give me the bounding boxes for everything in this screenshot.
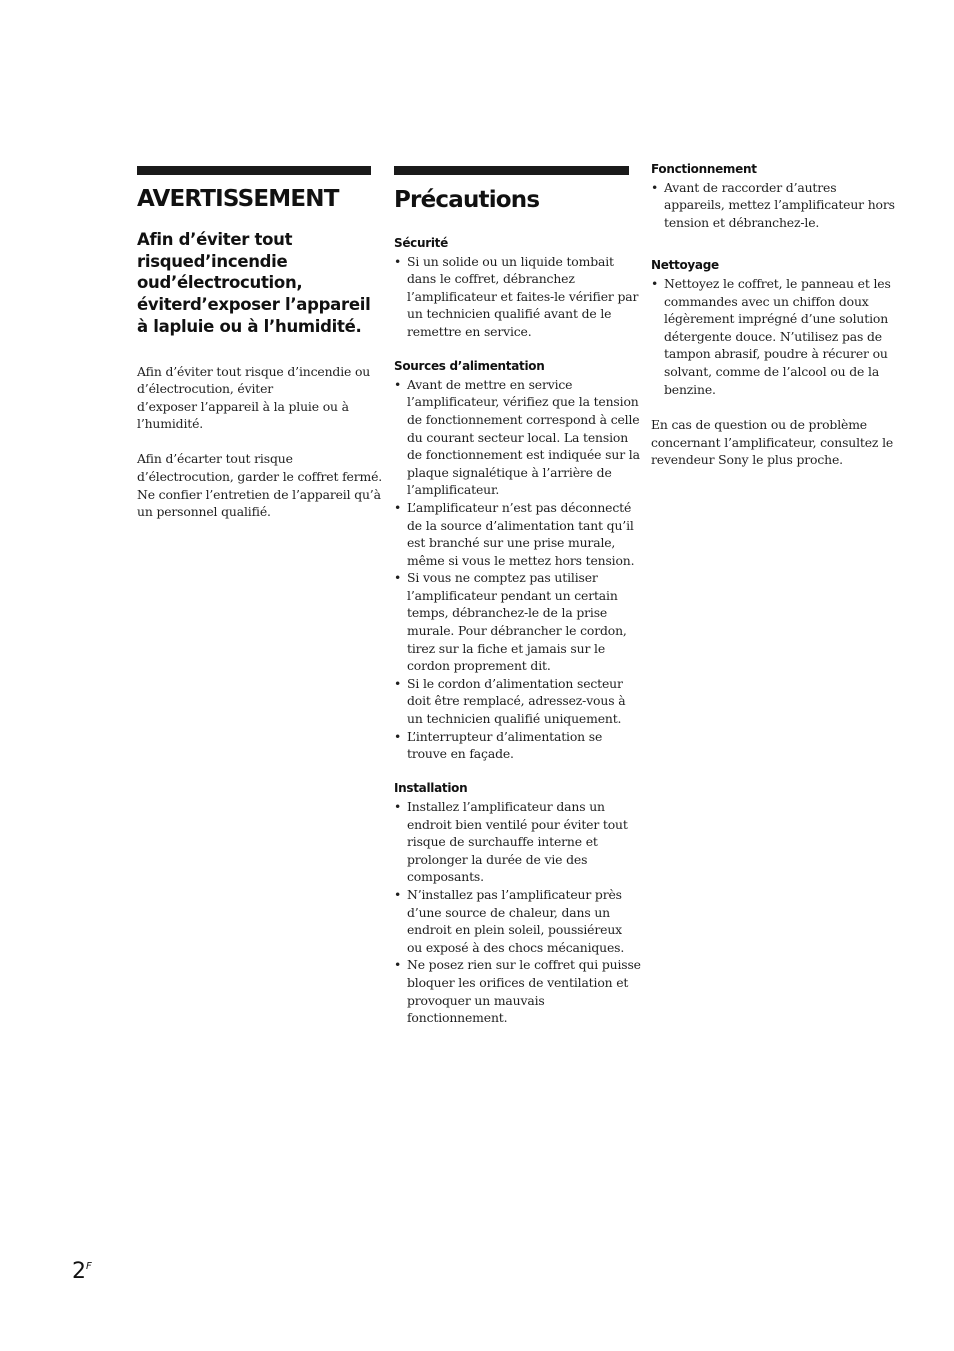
section-rule (394, 166, 629, 175)
list-item (394, 376, 640, 499)
list-item-line: solvant, comme de l’alcool ou de la (664, 363, 880, 379)
list-item-line: L’interrupteur d’alimentation se (407, 728, 603, 744)
list-item-line: L’amplificateur n’est pas déconnecté (407, 499, 632, 515)
sources-list (394, 376, 640, 763)
sources-heading: Sources d’alimentation (394, 359, 545, 374)
list-item-line: N’installez pas l’amplificateur près (407, 886, 622, 902)
text-line: Afin d’éviter tout risque (137, 230, 293, 271)
list-item-line: remettre en service. (407, 323, 532, 339)
text-line: d’électrocution, garder le coffret fermé. (137, 469, 383, 485)
avertissement-column (137, 166, 383, 521)
avertissement-title: AVERTISSEMENT (137, 186, 339, 212)
text-line: concernant l’amplificateur, consultez le (651, 434, 894, 450)
list-item-line: de la source d’alimentation tant qu’il (407, 517, 634, 533)
list-item-line: d’une source de chaleur, dans un (407, 904, 611, 920)
text-line: Afin d’écarter tout risque (137, 451, 293, 467)
list-item-line: détergente douce. N’utilisez pas de (664, 328, 882, 344)
list-item-line: cordon proprement dit. (407, 658, 551, 674)
list-item-line: Si un solide ou un liquide tombait (407, 253, 614, 269)
text-line: un personnel qualifié. (137, 504, 271, 520)
avertissement-paragraph-2 (137, 450, 383, 520)
bullet-icon: • (394, 799, 402, 814)
bullet-icon: • (394, 499, 402, 515)
list-item-line: l’amplificateur, vérifiez que la tension (407, 394, 639, 410)
list-item-line: tampon abrasif, poudre à récurer ou (664, 346, 888, 362)
closing-paragraph (651, 416, 894, 469)
bullet-icon: • (394, 886, 402, 902)
list-item-line: risque de surchauffe interne et (407, 834, 598, 850)
list-item-line: commandes avec un chiffon doux (664, 293, 869, 309)
list-item-line: un technicien qualifié avant de le (407, 306, 612, 322)
list-item (394, 499, 635, 569)
list-item-line: dans le coffret, débranchez (407, 271, 575, 287)
text-line: d’exposer l’appareil à la pluie ou à (137, 398, 349, 414)
list-item (394, 675, 629, 728)
nettoyage-list (651, 275, 891, 398)
list-item-line: prolonger la durée de vie des (407, 851, 588, 867)
list-item-line: murale. Pour débrancher le cordon, (407, 623, 627, 639)
list-item (394, 886, 629, 956)
list-item (394, 253, 639, 341)
list-item-line: Ne posez rien sur le coffret qui puisse (407, 957, 641, 973)
list-item (394, 956, 641, 1026)
precautions-column (394, 166, 641, 1027)
list-item (651, 275, 891, 398)
list-item-line: de fonctionnement est indiquée sur la (407, 447, 640, 463)
list-item-line: trouve en façade. (407, 746, 514, 762)
list-item-line: provoquer un mauvais (407, 992, 545, 1008)
list-item-line: de fonctionnement correspond à celle (407, 411, 640, 427)
list-item (651, 179, 895, 232)
maintenance-column (651, 161, 895, 469)
securite-list (394, 253, 639, 341)
list-item-line: tirez sur la fiche et jamais sur le (407, 640, 606, 656)
list-item-line: du courant secteur local. La tension (407, 429, 629, 445)
list-item-line: Avant de mettre en service (407, 376, 573, 392)
text-line: Afin d’éviter tout risque d’incendie ou (137, 363, 371, 379)
list-item-line: plaque signalétique à l’arrière de (407, 464, 612, 480)
avertissement-subtitle (137, 229, 371, 338)
list-item-line: même si vous le mettez hors tension. (407, 552, 635, 568)
text-line: l’humidité. (137, 416, 204, 432)
bullet-icon: • (394, 675, 402, 691)
bullet-icon: • (394, 376, 402, 392)
text-line: d’exposer l’appareil à la (137, 295, 371, 336)
list-item-line: composants. (407, 869, 484, 885)
precautions-title: Précautions (394, 187, 540, 213)
list-item-line: l’amplificateur et faites-le vérifier par (407, 288, 639, 304)
text-line: d’électrocution, éviter (137, 381, 274, 397)
list-item-line: doit être remplacé, adressez-vous à (407, 693, 626, 709)
avertissement-paragraph-1 (137, 363, 371, 433)
list-item-line: fonctionnement. (407, 1010, 508, 1026)
nettoyage-heading: Nettoyage (651, 258, 719, 273)
bullet-icon: • (651, 275, 659, 291)
list-item-line: Installez l’amplificateur dans un (407, 799, 605, 814)
text-line: d’électrocution, éviter (137, 273, 303, 315)
fonctionnement-heading: Fonctionnement (651, 162, 757, 176)
list-item-line: Avant de raccorder d’autres (664, 179, 837, 195)
list-item-line: ou exposé à des chocs mécaniques. (407, 939, 625, 955)
list-item-line: l’amplificateur. (407, 482, 500, 498)
list-item-line: Si le cordon d’alimentation secteur (407, 675, 623, 691)
bullet-icon: • (394, 957, 402, 973)
list-item-line: bloquer les orifices de ventilation et (407, 974, 629, 990)
bullet-icon: • (394, 253, 402, 269)
text-line: En cas de question ou de problème (651, 417, 867, 433)
installation-heading: Installation (394, 781, 468, 796)
page-number-suffix: F (86, 1261, 92, 1272)
list-item-line: un technicien qualifié uniquement. (407, 711, 622, 727)
text-line: pluie ou à l’humidité. (169, 316, 362, 336)
list-item-line: temps, débranchez-le de la prise (407, 605, 608, 621)
list-item (394, 569, 629, 675)
section-rule (137, 166, 371, 175)
list-item-line: benzine. (664, 381, 716, 397)
bullet-icon: • (394, 728, 402, 744)
securite-heading: Sécurité (394, 236, 448, 250)
text-line: d’incendie ou (137, 251, 288, 293)
list-item-line: tension et débranchez-le. (664, 214, 820, 230)
list-item-line: l’amplificateur pendant un certain (407, 587, 618, 603)
list-item-line: Si vous ne comptez pas utiliser (407, 570, 598, 586)
list-item-line: endroit en plein soleil, poussiéreux (407, 922, 622, 938)
bullet-icon: • (394, 570, 402, 586)
list-item (394, 798, 629, 886)
text-line: revendeur Sony le plus proche. (651, 452, 843, 468)
list-item-line: appareils, mettez l’amplificateur hors (664, 197, 895, 213)
list-item (394, 728, 629, 763)
text-line: Ne confier l’entretien de l’appareil qu’à (137, 486, 381, 502)
fonctionnement-list (651, 179, 895, 232)
bullet-icon: • (651, 179, 659, 195)
page-number-digit: 2 (72, 1259, 86, 1284)
list-item-line: légèrement imprégné d’une solution (664, 311, 889, 327)
list-item-line: endroit bien ventilé pour éviter tout (407, 816, 628, 832)
page-number (72, 1259, 92, 1284)
installation-list (394, 798, 641, 1027)
list-item-line: Nettoyez le coffret, le panneau et les (664, 275, 891, 291)
list-item-line: est branché sur une prise murale, (407, 535, 616, 551)
